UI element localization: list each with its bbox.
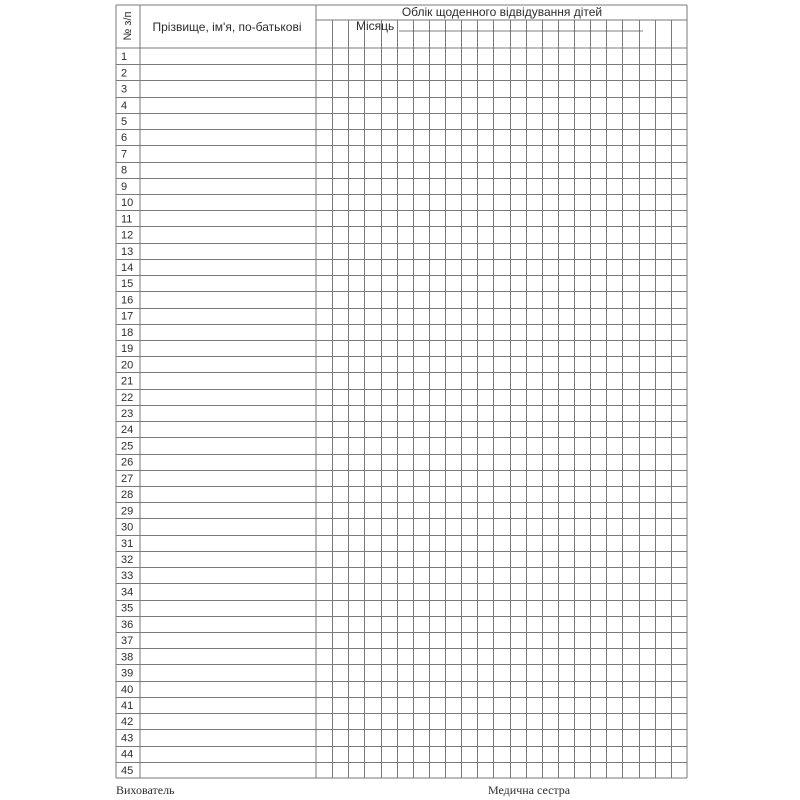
row-number: 26: [121, 456, 134, 469]
row-number: 2: [121, 67, 128, 80]
row-number: 32: [121, 554, 134, 566]
teacher-signature-label: Вихователь: [116, 783, 175, 797]
row-number: 42: [121, 716, 134, 729]
row-number: 40: [121, 683, 134, 696]
row-number: 7: [121, 148, 128, 161]
row-number: 22: [121, 391, 134, 404]
row-number: 12: [121, 229, 134, 242]
row-number: 13: [121, 245, 134, 258]
month-label: Місяць: [356, 19, 395, 33]
row-number: 18: [121, 326, 134, 339]
nurse-signature-label: Медична сестра: [488, 783, 571, 797]
row-number: 28: [121, 489, 134, 502]
row-number: 19: [121, 343, 134, 356]
row-number: 30: [121, 521, 134, 534]
attendance-title: Облік щоденного відвідування дітей: [401, 5, 603, 19]
row-number: 11: [121, 213, 133, 226]
row-number: 29: [121, 505, 134, 518]
row-number: 20: [121, 359, 134, 372]
row-number: 45: [121, 764, 134, 777]
row-number: 17: [121, 310, 134, 323]
row-number: 31: [121, 537, 134, 550]
row-number: 44: [121, 748, 134, 761]
row-number: 6: [121, 132, 128, 145]
row-number: 14: [121, 262, 134, 274]
table-grid: [116, 5, 687, 778]
row-number: 34: [121, 586, 134, 599]
row-number: 35: [121, 602, 134, 615]
row-number: 10: [121, 197, 134, 210]
row-number: 15: [121, 278, 134, 291]
row-number: 38: [121, 651, 134, 664]
row-number: 1: [121, 51, 128, 64]
number-column-header: № з/п: [122, 11, 134, 41]
row-number: 4: [121, 99, 128, 112]
row-number: 25: [121, 440, 134, 453]
row-number: 33: [121, 570, 134, 583]
row-number: 3: [121, 83, 128, 96]
row-number: 39: [121, 667, 134, 680]
row-number: 5: [121, 116, 128, 128]
row-number: 21: [121, 375, 134, 388]
row-number: 24: [121, 424, 134, 437]
row-number: 9: [121, 180, 128, 193]
row-number: 23: [121, 408, 134, 420]
name-column-header: Прізвище, ім'я, по-батькові: [152, 20, 302, 34]
row-number: 37: [121, 635, 134, 648]
row-number-list: [121, 51, 133, 777]
row-number: 27: [121, 472, 134, 485]
row-number: 16: [121, 294, 134, 307]
row-number: 41: [121, 700, 134, 712]
row-number: 8: [121, 164, 128, 177]
row-number: 43: [121, 732, 134, 745]
row-number: 36: [121, 618, 134, 631]
